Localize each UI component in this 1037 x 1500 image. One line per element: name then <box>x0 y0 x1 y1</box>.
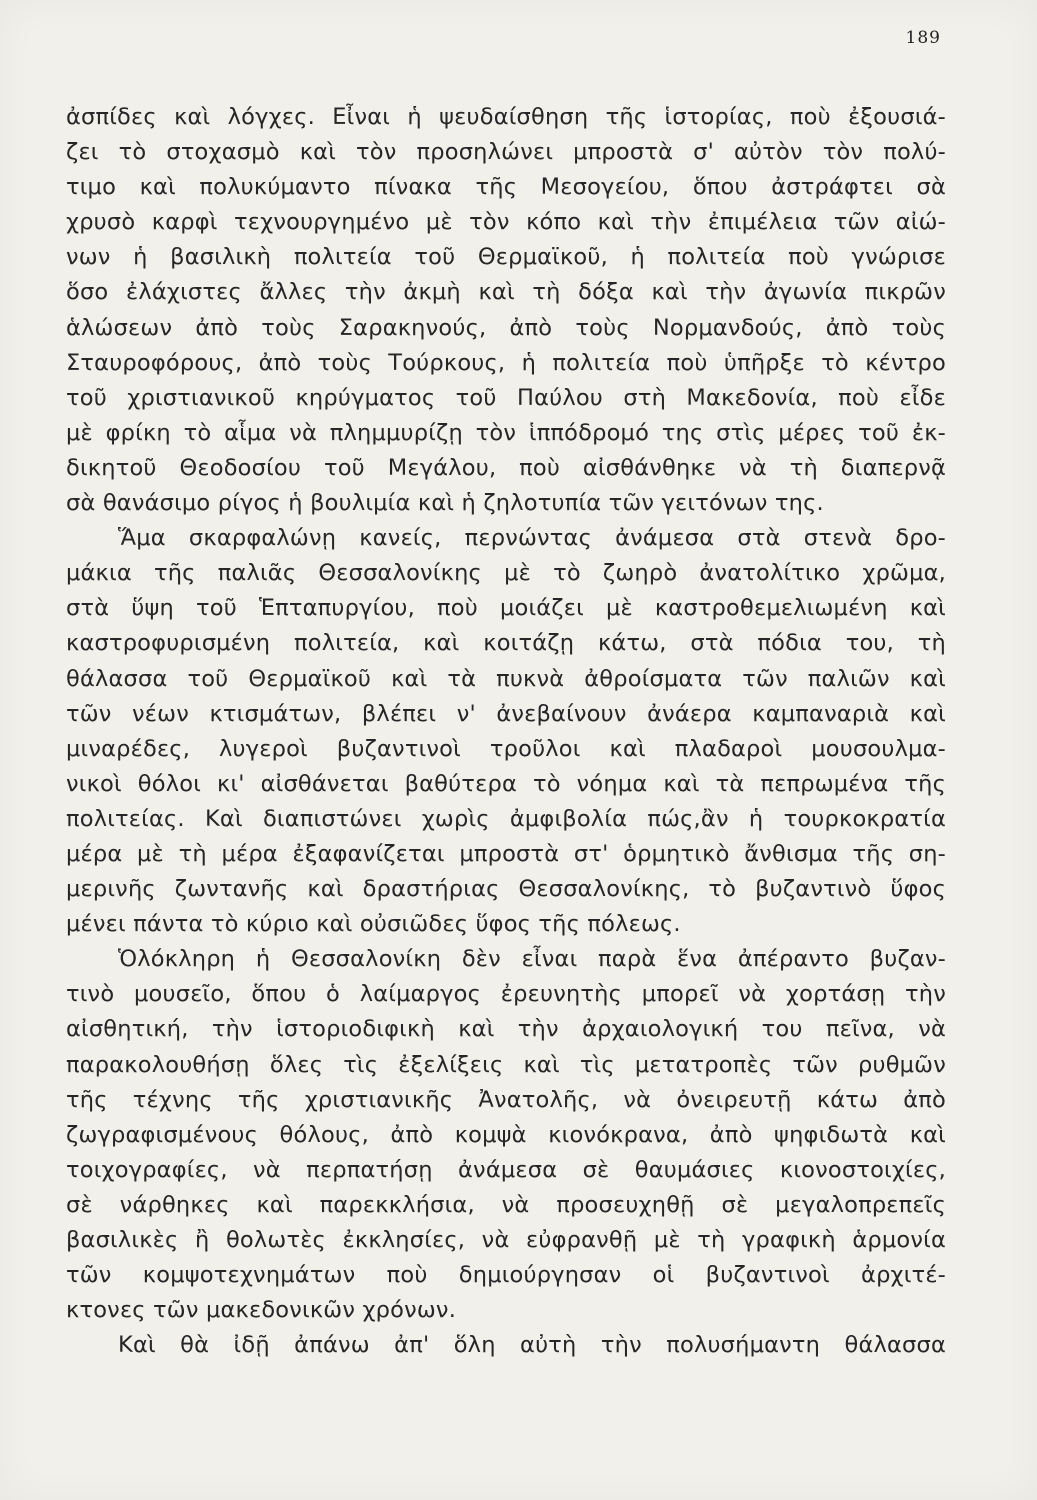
text-line: πολιτείας. Καὶ διαπιστώνει χωρὶς ἀμφιβολία πώς,ἂν ἡ τουρκοκρατία <box>66 805 946 832</box>
text-line: θάλασσα τοῦ Θερμαϊκοῦ καὶ τὰ πυκνὰ ἀθροίσματα τῶν παλιῶν καὶ <box>66 665 946 692</box>
text-line: τῶν κομψοτεχνημάτων ποὺ δημιούργησαν οἱ βυζαντινοὶ ἀρχιτέ- <box>66 1262 946 1289</box>
text-line: Σταυροφόρους, ἀπὸ τοὺς Τούρκους, ἡ πολιτεία ποὺ ὑπῆρξε τὸ κέντρο <box>66 349 946 376</box>
text-line: χρυσὸ καρφὶ τεχνουργημένο μὲ τὸν κόπο καὶ τὴν ἐπιμέλεια τῶν αἰώ- <box>66 209 946 236</box>
text-line: μὲ φρίκη τὸ αἷμα νὰ πλημμυρίζῃ τὸν ἱππόδρομό της στὶς μέρες τοῦ ἐκ- <box>66 419 946 446</box>
text-line: μερινῆς ζωντανῆς καὶ δραστήριας Θεσσαλονίκης, τὸ βυζαντινὸ ὕφος <box>66 876 946 903</box>
text-line: αἰσθητική, τὴν ἱστοριοδιφικὴ καὶ τὴν ἀρχαιολογική του πεῖνα, νὰ <box>66 1016 946 1043</box>
body-text <box>66 100 946 1363</box>
text-line: μάκια τῆς παλιᾶς Θεσσαλονίκης μὲ τὸ ζωηρὸ ἀνατολίτικο χρῶμα, <box>66 560 946 587</box>
text-line: τιμο καὶ πολυκύμαντο πίνακα τῆς Μεσογείου, ὅπου ἀστράφτει σὰ <box>66 174 946 201</box>
text-line: σὲ νάρθηκες καὶ παρεκκλήσια, νὰ προσευχηθῇ σὲ μεγαλοπρεπεῖς <box>66 1191 946 1218</box>
text-line: σὰ θανάσιμο ρίγος ἡ βουλιμία καὶ ἡ ζηλοτυπία τῶν γειτόνων της. <box>66 490 824 517</box>
text-line: μένει πάντα τὸ κύριο καὶ οὐσιῶδες ὕφος τῆς πόλεως. <box>66 911 681 938</box>
text-line: ἁλώσεων ἀπὸ τοὺς Σαρακηνούς, ἀπὸ τοὺς Νορμανδούς, ἀπὸ τοὺς <box>66 314 946 341</box>
text-line: κτονες τῶν μακεδονικῶν χρόνων. <box>66 1297 457 1324</box>
text-line: ὅσο ἐλάχιστες ἄλλες τὴν ἀκμὴ καὶ τὴ δόξα καὶ τὴν ἀγωνία πικρῶν <box>66 279 946 306</box>
text-line: νων ἡ βασιλικὴ πολιτεία τοῦ Θερμαϊκοῦ, ἡ πολιτεία ποὺ γνώρισε <box>66 244 946 271</box>
text-line: τῶν νέων κτισμάτων, βλέπει ν' ἀνεβαίνουν ἀνάερα καμπαναριὰ καὶ <box>66 700 946 727</box>
text-line: παρακολουθήσῃ ὅλες τὶς ἐξελίξεις καὶ τὶς μετατροπὲς τῶν ρυθμῶν <box>66 1051 946 1078</box>
text-line: στὰ ὕψη τοῦ Ἑπταπυργίου, ποὺ μοιάζει μὲ καστροθεμελιωμένη καὶ <box>66 595 946 622</box>
text-line: ζει τὸ στοχασμὸ καὶ τὸν προσηλώνει μπροστὰ σ' αὐτὸν τὸν πολύ- <box>66 139 946 166</box>
text-line: τοῦ χριστιανικοῦ κηρύγματος τοῦ Παύλου στὴ Μακεδονία, ποὺ εἶδε <box>66 384 946 411</box>
text-line: ζωγραφισμένους θόλους, ἀπὸ κομψὰ κιονόκρανα, ἀπὸ ψηφιδωτὰ καὶ <box>66 1121 946 1148</box>
text-line: Ἅμα σκαρφαλώνῃ κανείς, περνώντας ἀνάμεσα στὰ στενὰ δρο- <box>118 525 946 552</box>
text-line: νικοὶ θόλοι κι' αἰσθάνεται βαθύτερα τὸ νόημα καὶ τὰ πεπρωμένα τῆς <box>66 770 946 797</box>
text-line: βασιλικὲς ἢ θολωτὲς ἐκκλησίες, νὰ εὐφρανθῇ μὲ τὴ γραφικὴ ἁρμονία <box>66 1227 946 1253</box>
text-line: τοιχογραφίες, νὰ περπατήσῃ ἀνάμεσα σὲ θαυμάσιες κιονοστοιχίες, <box>66 1156 946 1183</box>
text-line: ἀσπίδες καὶ λόγχες. Εἶναι ἡ ψευδαίσθηση τῆς ἱστορίας, ποὺ ἐξουσιά- <box>66 104 946 130</box>
text-line: μιναρέδες, λυγεροὶ βυζαντινοὶ τροῦλοι καὶ πλαδαροὶ μουσουλμα- <box>66 735 946 762</box>
text-line: τῆς τέχνης τῆς χριστιανικῆς Ἀνατολῆς, νὰ ὀνειρευτῇ κάτω ἀπὸ <box>66 1086 946 1113</box>
text-line: δικητοῦ Θεοδοσίου τοῦ Μεγάλου, ποὺ αἰσθάνθηκε νὰ τὴ διαπερνᾷ <box>66 454 946 481</box>
page-number: 189 <box>905 28 941 48</box>
text-line: Καὶ θὰ ἰδῇ ἀπάνω ἀπ' ὅλη αὐτὴ τὴν πολυσήμαντη θάλασσα <box>118 1332 946 1359</box>
text-line: καστροφυρισμένη πολιτεία, καὶ κοιτάζῃ κάτω, στὰ πόδια του, τὴ <box>66 630 946 657</box>
text-line: Ὁλόκληρη ἡ Θεσσαλονίκη δὲν εἶναι παρὰ ἕνα ἀπέραντο βυζαν- <box>118 946 946 973</box>
text-line: μέρα μὲ τὴ μέρα ἐξαφανίζεται μπροστὰ στ' ὁρμητικὸ ἄνθισμα τῆς ση- <box>66 840 946 867</box>
text-line: τινὸ μουσεῖο, ὅπου ὁ λαίμαργος ἐρευνητὴς μπορεῖ νὰ χορτάσῃ τὴν <box>66 981 946 1008</box>
